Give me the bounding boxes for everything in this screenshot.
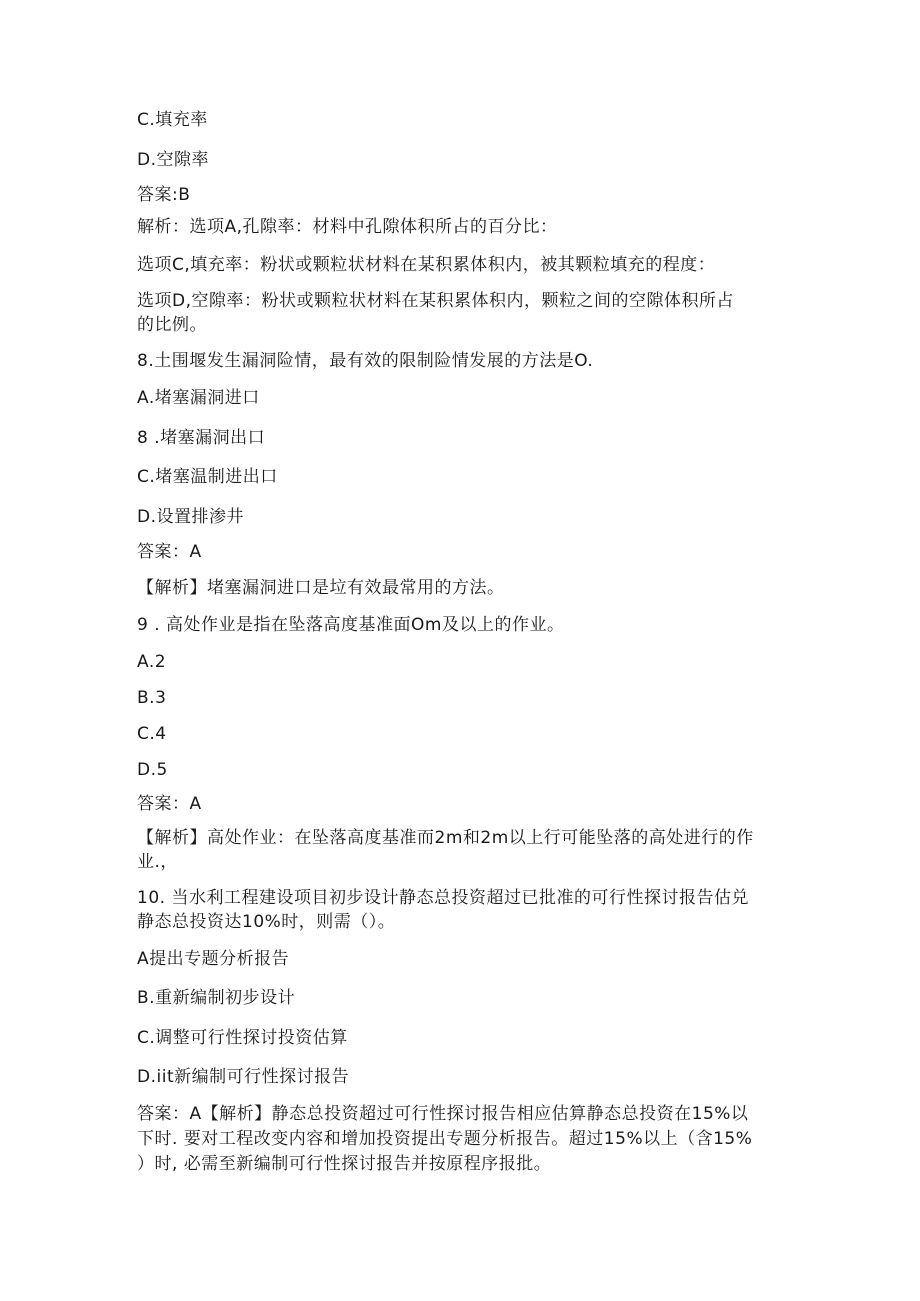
analysis-line: 的比例。 — [137, 315, 207, 335]
option-line: A提出专题分析报告 — [137, 949, 290, 969]
option-c-fill-rate: C.填充率 — [137, 110, 208, 130]
option-line: B.3 — [137, 688, 167, 708]
question-8: 8.土围堰发生漏洞险情，最有效的限制险情发展的方法是O. — [137, 351, 594, 371]
question-10: 静态总投资达10%时，则需（）。 — [137, 912, 396, 932]
option-line: D.5 — [137, 760, 168, 780]
option-d-void-rate: D.空隙率 — [137, 150, 209, 170]
answer-line: 答案：A【解析】静态总投资超过可行性探讨报告相应估算静态总投资在15%以 — [137, 1104, 749, 1124]
option-line: D.设置排渗井 — [137, 507, 244, 527]
answer-line: 答案：A — [137, 542, 202, 562]
option-line: A.2 — [137, 652, 167, 672]
option-line: A.堵塞漏洞进口 — [137, 388, 260, 408]
option-line: C.调整可行性探讨投资估算 — [137, 1028, 348, 1048]
question-9: 9 . 高处作业是指在坠落高度基准面Om及以上的作业。 — [137, 615, 565, 635]
option-line: C.堵塞温制进出口 — [137, 467, 278, 487]
answer-line: 答案:B — [137, 185, 191, 205]
analysis-line: ）时, 必需至新编制可行性探讨报告并按原程序报批。 — [137, 1154, 552, 1174]
question-10: 10. 当水利工程建设项目初步设计静态总投资超过已批准的可行性探讨报告估兑 — [137, 888, 749, 908]
analysis-line: 选项D,空隙率：粉状或颗粒状材料在某积累体积内，颗粒之间的空隙体积所占 — [137, 291, 734, 311]
analysis-line: 选项C,填充率：粉状或颗粒状材料在某积累体积内，被其颗粒填充的程度： — [137, 255, 716, 275]
answer-line: 答案：A — [137, 794, 202, 814]
option-line: B.重新编制初步设计 — [137, 988, 296, 1008]
analysis-line: 【解析】堵塞漏洞进口是垃有效最常用的方法。 — [137, 578, 505, 598]
option-line: D.iit新编制可行性探讨报告 — [137, 1067, 350, 1087]
option-line: 8 .堵塞漏洞出口 — [137, 428, 266, 448]
analysis-line: 下时. 要对工程改变内容和增加投资提出专题分析报告。超过15%以上（含15% — [137, 1129, 753, 1149]
analysis-line: 业.， — [137, 852, 178, 872]
option-line: C.4 — [137, 724, 167, 744]
analysis-line: 解析：选项A,孔隙率：材料中孔隙体积所占的百分比： — [137, 217, 558, 237]
analysis-line: 【解析】高处作业：在坠落高度基准而2m和2m以上行可能坠落的高处进行的作 — [137, 828, 754, 848]
